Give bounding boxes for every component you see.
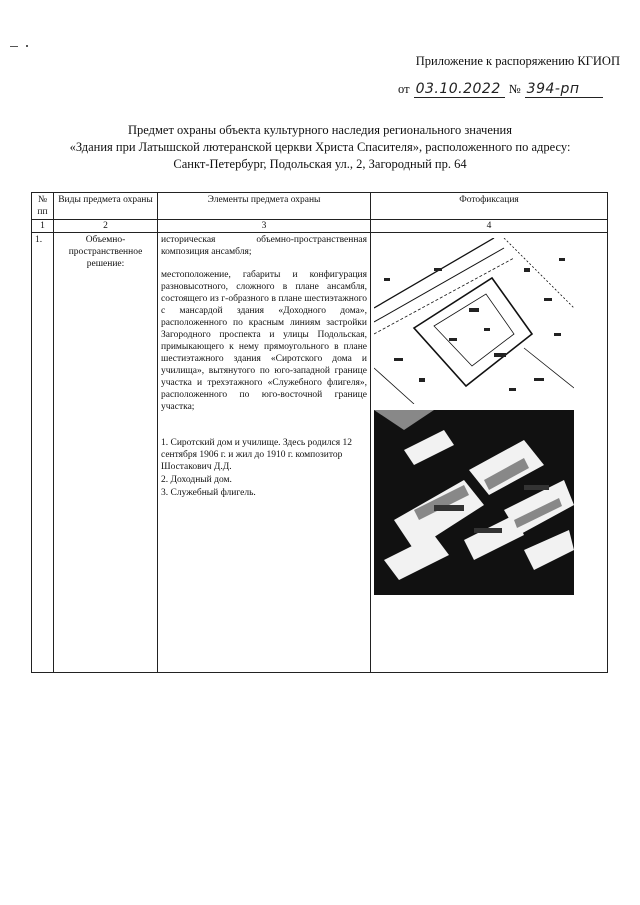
header-elements: Элементы предмета охраны — [158, 193, 371, 220]
row-type: Объемно-пространственное решение: — [54, 233, 158, 673]
scan-mark — [26, 45, 28, 47]
order-date: 03.10.2022 — [414, 81, 505, 98]
row-elements — [158, 233, 371, 673]
title-line-3: Санкт-Петербург, Подольская ул., 2, Загородный пр. 64 — [173, 157, 467, 171]
order-number: 394-рп — [525, 81, 603, 98]
document-title — [40, 122, 600, 173]
building-list — [161, 437, 367, 499]
table-row — [32, 233, 608, 673]
site-plan-image — [374, 238, 574, 404]
protection-table — [31, 192, 608, 673]
row-number: 1. — [32, 233, 54, 673]
header-number: № пп — [32, 193, 54, 220]
column-number: 1 — [32, 220, 54, 233]
header-photo: Фотофиксация — [371, 193, 608, 220]
from-label: от — [398, 82, 410, 96]
column-number: 4 — [371, 220, 608, 233]
element-paragraph: местоположение, габариты и конфигурация разновысотного, сложного в плане ансамбля, состоящего из г-образного в плане шестиэтажного с мансардой здания «Доходного дома», расположенного по красным линиям застройки Загородного проспекта и улицы Подольская, примыкающего к нему прямоугольного в плане шестиэтажного здания «Сиротского дома и училища», вытянутого по юго-западной границе участка и трехэтажного «Служебного флигеля», расположенного по юго-восточной границе участка; — [161, 270, 367, 412]
appendix-line: Приложение к распоряжению КГИОП — [415, 54, 620, 68]
header-type: Виды предмета охраны — [54, 193, 158, 220]
order-line — [360, 80, 620, 98]
title-line-2: «Здания при Латышской лютеранской церкви Христа Спасителя», расположенного по адресу: — [69, 140, 571, 154]
aerial-photo — [374, 410, 574, 595]
list-item: 2. Доходный дом. — [161, 475, 232, 485]
list-item: 3. Служебный флигель. — [161, 488, 256, 498]
column-number-row — [32, 220, 608, 233]
list-item: 1. Сиротский дом и училище. Здесь родился 12 сентября 1906 г. и жил до 1910 г. композитор Шостакович Д.Д. — [161, 438, 352, 472]
column-number: 2 — [54, 220, 158, 233]
scan-mark — [10, 46, 18, 47]
appendix-header — [360, 52, 620, 98]
number-label: № — [508, 82, 521, 96]
column-number: 3 — [158, 220, 371, 233]
table-header-row — [32, 193, 608, 220]
row-photos — [371, 233, 608, 673]
element-paragraph: историческая объемно-пространственная композиция ансамбля; — [161, 235, 367, 257]
title-line-1: Предмет охраны объекта культурного наследия регионального значения — [127, 123, 512, 137]
